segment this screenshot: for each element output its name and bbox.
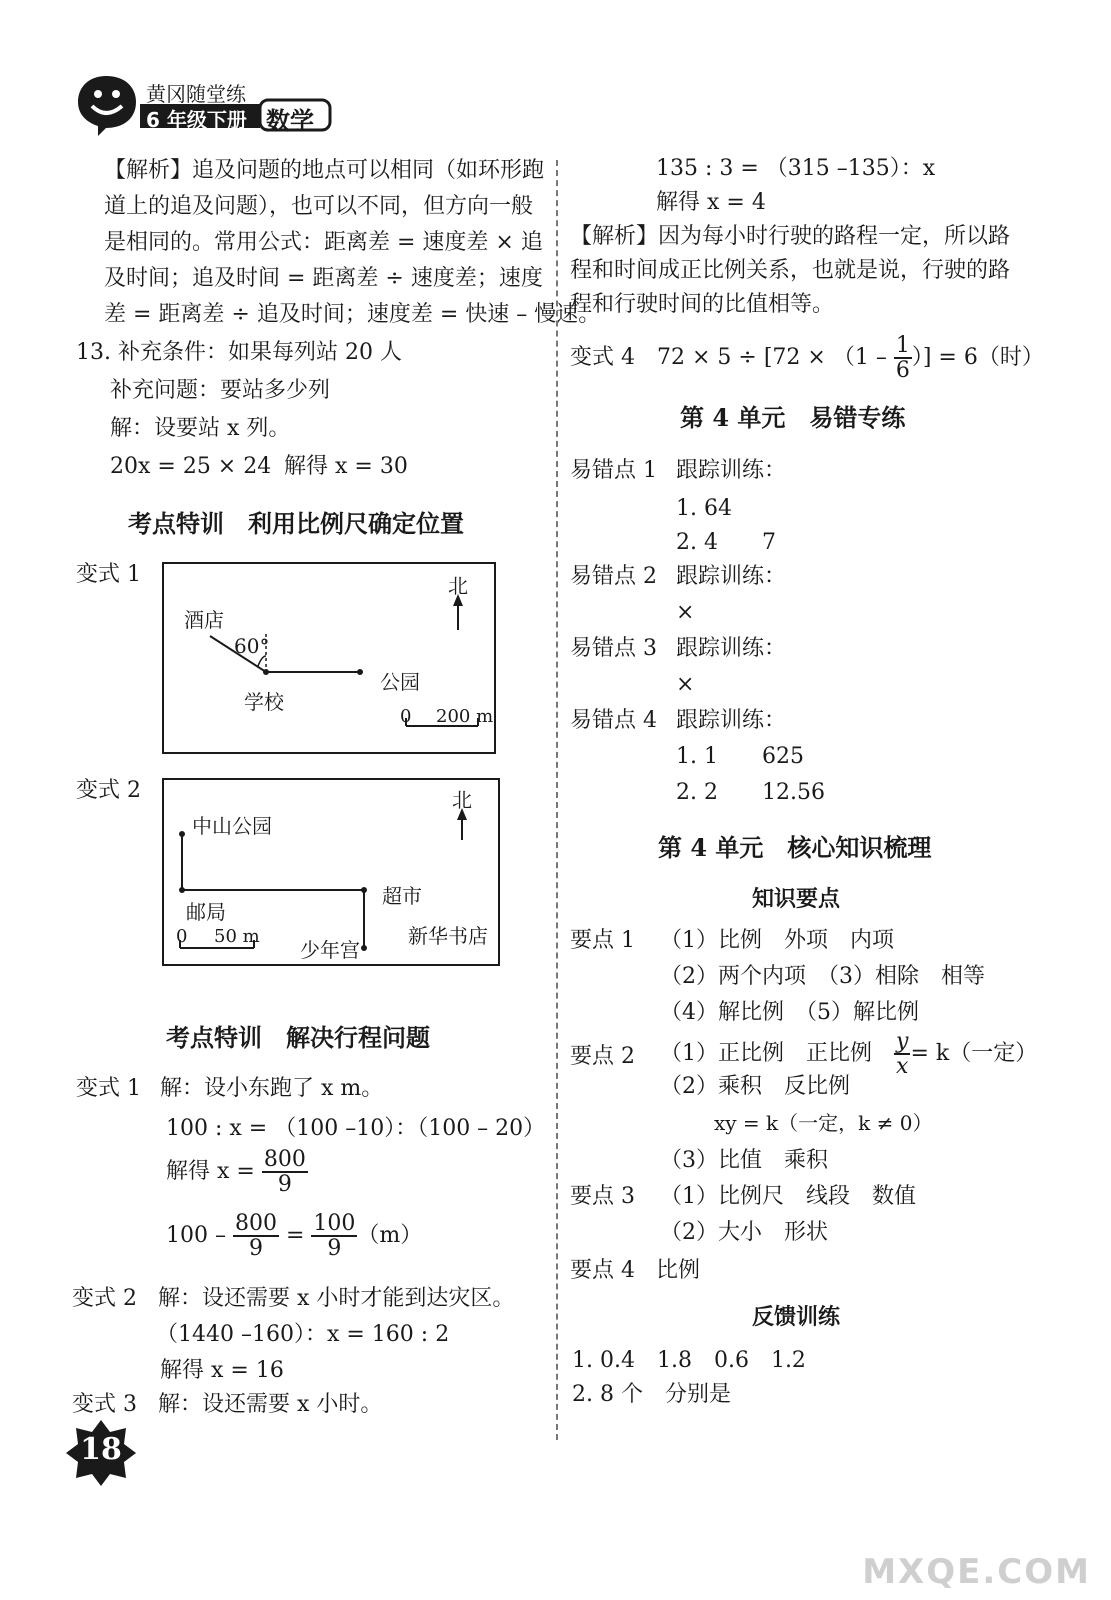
park-dot <box>357 669 363 675</box>
kp-label: 要点 1 <box>570 928 635 953</box>
error-answer: 2. 2 12.56 <box>676 780 825 805</box>
error-answer: 1. 64 <box>676 496 732 521</box>
youth-palace-label: 少年宫 <box>300 938 360 962</box>
r-line: 135 : 3 = （315 –135）：x <box>656 156 936 181</box>
feedback-line: 2. 8 个 分别是 <box>572 1382 731 1407</box>
header-logo <box>76 72 336 140</box>
page-number-badge <box>66 1418 136 1488</box>
v3-line: 解：设还需要 x 小时。 <box>158 1392 383 1417</box>
page-number: 18 <box>80 1432 122 1467</box>
school-label: 学校 <box>244 690 284 714</box>
q13-solution: 解得 x = 30 <box>284 454 408 479</box>
v2-line: 解：设还需要 x 小时才能到达灾区。 <box>158 1286 515 1311</box>
series-name: 黄冈随堂练 <box>146 82 246 106</box>
kp-line: （1）比例尺 线段 数值 <box>660 1184 916 1209</box>
north-label: 北 <box>452 788 472 812</box>
school-dot <box>263 669 269 675</box>
v1-line: 解：设小东跑了 x m。 <box>160 1076 384 1101</box>
kp-label: 要点 4 <box>570 1258 635 1283</box>
error-answer: 1. 1 625 <box>676 744 804 769</box>
left-analysis: 【解析】追及问题的地点可以相同（如环形跑 <box>104 158 545 183</box>
variant-label: 变式 1 <box>76 1076 141 1101</box>
analysis-label: 【解析】 <box>570 224 659 249</box>
v2-line: 解得 x = 16 <box>160 1358 284 1383</box>
kp-line: （2）两个内项 （3）相除 相等 <box>660 964 985 989</box>
analysis-label: 【解析】 <box>104 158 193 183</box>
tracking-label: 跟踪训练： <box>676 636 787 661</box>
kp-line: （2）大小 形状 <box>660 1220 828 1245</box>
section-title-errors: 第 4 单元 易错专练 <box>680 403 906 432</box>
v4-line: 变式 4 72 × 5 ÷ [72 × （1 – $\frac{1}{6}$ ）] = 6（时） <box>570 333 1044 384</box>
kp2-line1: （1）正比例 正比例 $\frac{y}{x}$ = k（一定） <box>660 1029 1038 1080</box>
section-title-core: 第 4 单元 核心知识梳理 <box>658 833 932 862</box>
v1-solution: 解得 x = $\frac{800}{9}$ <box>166 1147 306 1198</box>
scale-length: 50 m <box>214 926 260 947</box>
grade-label: 6 年级下册 <box>146 108 247 132</box>
section-title-travel: 考点特训 解决行程问题 <box>166 1023 430 1052</box>
error-point: 易错点 1 <box>570 458 657 483</box>
post-office-label: 邮局 <box>186 900 226 924</box>
q13-line: 解：设要站 x 列。 <box>110 416 291 441</box>
tracking-label: 跟踪训练： <box>676 458 787 483</box>
analysis-line: 道上的追及问题），也可以不同，但方向一般 <box>104 194 534 219</box>
map-2 <box>162 778 500 966</box>
subject-label: 数学 <box>266 107 314 135</box>
analysis-line: 是相同的。常用公式：距离差 = 速度差 × 追 <box>104 230 543 255</box>
error-answer: × <box>676 672 695 697</box>
scale-length: 200 m <box>436 706 494 727</box>
v2-line: （1440 –160）：x = 160 : 2 <box>156 1322 450 1347</box>
analysis-line: 差 = 距离差 ÷ 追及时间；速度差 = 快速 – 慢速。 <box>104 302 601 327</box>
watermark: MXQE.COM <box>862 1552 1091 1592</box>
error-answer: 2. 4 7 <box>676 530 776 555</box>
right-analysis: 【解析】因为每小时行驶的路程一定，所以路 <box>570 224 1011 249</box>
v1-line: 100 : x = （100 –10）：（100 – 20） <box>166 1116 546 1141</box>
q13-equation: 20x = 25 × 24 <box>110 454 272 479</box>
north-label: 北 <box>448 574 468 598</box>
zhongshan-park-label: 中山公园 <box>192 814 272 838</box>
variant-label: 变式 1 <box>76 562 141 587</box>
kp-line: （1）比例 外项 内项 <box>660 928 894 953</box>
kp-line: 比例 <box>656 1258 701 1283</box>
variant-label: 变式 4 <box>570 345 635 371</box>
tracking-label: 跟踪训练： <box>676 708 787 733</box>
scale-zero: 0 <box>400 706 412 727</box>
angle-label: 60° <box>234 634 270 658</box>
r-line: 解得 x = 4 <box>656 190 766 215</box>
error-point: 易错点 3 <box>570 636 657 661</box>
kp-line: （3）比值 乘积 <box>660 1148 828 1173</box>
variant-label: 变式 3 <box>72 1392 137 1417</box>
kp-line: （4）解比例 （5）解比例 <box>660 1000 919 1025</box>
analysis-line: 程和时间成正比例关系，也就是说，行驶的路 <box>570 258 1011 283</box>
error-point: 易错点 4 <box>570 708 657 733</box>
feedback-title: 反馈训练 <box>752 1304 841 1330</box>
variant-label: 变式 2 <box>72 1286 137 1311</box>
analysis-line: 及时间；追及时间 = 距离差 ÷ 速度差；速度 <box>104 266 543 291</box>
park-label: 公园 <box>380 670 420 694</box>
section-title-scale: 考点特训 利用比例尺确定位置 <box>128 509 464 538</box>
kp-line: （2）乘积 反比例 <box>660 1074 850 1099</box>
q13-line: 13. 补充条件：如果每列站 20 人 <box>76 340 402 365</box>
error-answer: × <box>676 600 695 625</box>
hotel-label: 酒店 <box>184 608 224 632</box>
error-point: 易错点 2 <box>570 564 657 589</box>
kp-line: xy = k（一定，k ≠ 0） <box>714 1111 933 1135</box>
feedback-line: 1. 0.4 1.8 0.6 1.2 <box>572 1348 806 1373</box>
variant-label: 变式 2 <box>76 778 141 803</box>
v1-answer: 100 – $\frac{800}{9}$ = $\frac{100}{9}$ （m） <box>166 1211 423 1262</box>
tracking-label: 跟踪训练： <box>676 564 787 589</box>
supermarket-label: 超市 <box>382 884 422 908</box>
bookstore-label: 新华书店 <box>408 924 488 948</box>
q13-line: 补充问题：要站多少列 <box>110 378 331 403</box>
analysis-line: 程和行驶时间的比值相等。 <box>570 292 835 317</box>
column-divider <box>556 160 558 1440</box>
kp-label: 要点 3 <box>570 1184 635 1209</box>
knowledge-title: 知识要点 <box>752 886 841 912</box>
scale-zero: 0 <box>176 926 188 947</box>
kp-label: 要点 2 <box>570 1044 635 1069</box>
map-1 <box>162 562 496 754</box>
